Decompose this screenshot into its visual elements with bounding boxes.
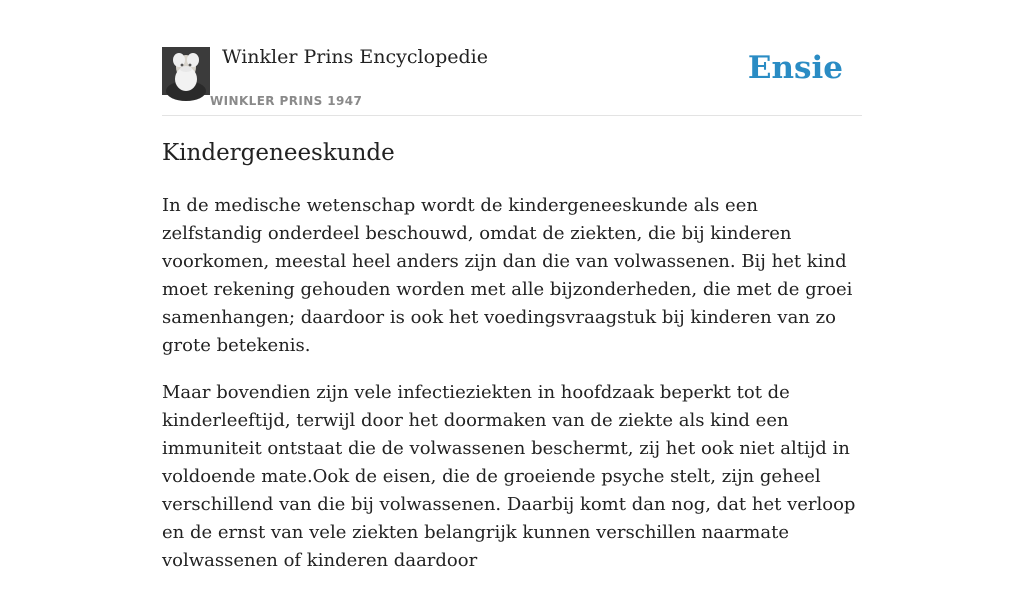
article-body bbox=[162, 192, 862, 594]
bearded-man-portrait-icon bbox=[162, 47, 210, 95]
source-title[interactable]: Winkler Prins Encyclopedie bbox=[222, 46, 488, 68]
source-header bbox=[162, 0, 862, 116]
ensie-logo[interactable]: Ensie bbox=[747, 50, 843, 86]
article-paragraph: In de medische wetenschap wordt de kindergeneeskunde als een zelfstandig onderdeel beschouwd, omdat de ziekten, die bij kinderen voorkomen, meestal heel anders zijn dan die van volwassenen. Bij het kind moet rekening gehouden worden met alle bijzonderheden, die met de groei samenhangen; daardoor is ook het voedingsvraagstuk bij kinderen van zo grote betekenis. bbox=[162, 195, 853, 356]
source-subtitle: WINKLER PRINS 1947 bbox=[210, 94, 363, 108]
article-title: Kindergeneeskunde bbox=[162, 140, 395, 166]
avatar[interactable] bbox=[162, 47, 210, 95]
article-paragraph: Maar bovendien zijn vele infectieziekten in hoofdzaak beperkt tot de kinderleeftijd, terwijl door het doormaken van de ziekte als kind een immuniteit ontstaat die de volwassenen beschermt, zij het ook niet altijd in voldoende mate.Ook de eisen, die de groeiende psyche stelt, zijn geheel verschillend van die bij volwassenen. Daarbij komt dan nog, dat het verloop en de ernst van vele ziekten belangrijk kunnen verschillen naarmate volwassenen of kinderen daardoor bbox=[162, 382, 856, 571]
page-container bbox=[162, 0, 862, 571]
